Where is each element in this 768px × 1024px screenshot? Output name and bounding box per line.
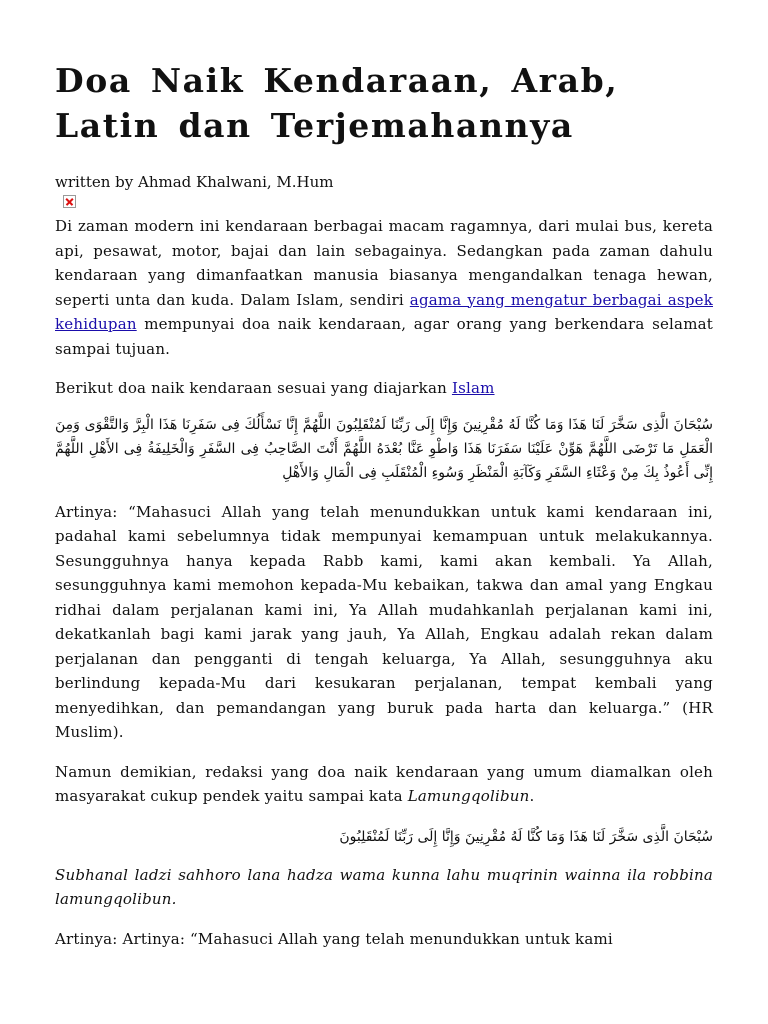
islam-link[interactable]: Islam: [451, 379, 495, 397]
broken-image-icon: [63, 195, 76, 208]
intro-paragraph: [55, 214, 713, 361]
author-byline: written by Ahmad Khalwani, M.Hum: [55, 173, 334, 191]
lead-text: Berikut doa naik kendaraan sesuai yang diajarkan: [55, 379, 452, 397]
intro-text-1: Di zaman modern ini kendaraan berbagai macam ragamnya, dari mulai bus, kereta api, pesawat, motor, bajai dan lain sebagainya. Sedangkan pada zaman dahulu kendaraan yang dimanfaatkan manusia biasanya mengandalkan tenaga hewan, seperti unta dan kuda. Dalam Islam, sendiri: [55, 217, 713, 309]
note-end: .: [529, 787, 535, 805]
note-paragraph: [55, 760, 713, 809]
intro-text-2: mempunyai doa naik kendaraan, agar orang yang berkendara selamat sampai tujuan.: [55, 315, 713, 358]
note-emphasis: Lamungqolibun: [407, 787, 530, 805]
lead-paragraph: [55, 376, 713, 401]
arabic-prayer-short: سُبْحَانَ الَّذِى سَخَّرَ لَنَا هَذَا وَمَا كُنَّا لَهُ مُقْرِنِينَ وَإِنَّا إِلَى رَبِّنَا لَمُنْقَلِبُونَ: [339, 828, 713, 845]
article-title: Doa Naik Kendaraan, Arab, Latin dan Terjemahannya: [55, 61, 619, 145]
religion-aspects-link[interactable]: agama yang mengatur berbagai aspek kehidupan: [55, 290, 713, 333]
latin-transliteration: Subhanal ladzi sahhoro lana hadza wama kunna lahu muqrinin wainna ila robbina lamungqolibun.: [55, 865, 713, 908]
translation-paragraph-2: Artinya: Artinya: “Mahasuci Allah yang telah menundukkan untuk kami: [55, 929, 613, 948]
arabic-prayer-full: سُبْحَانَ الَّذِى سَخَّرَ لَنَا هَذَا وَمَا كُنَّا لَهُ مُقْرِنِينَ وَإِنَّا إِلَى رَبِّنَا لَمُنْقَلِبُونَ اللَّهُمَّ إِنَّا نَسْأَلُكَ فِى سَفَرِنَا هَذَا الْبِرَّ وَالتَّقْوَى وَمِنَ الْعَمَلِ مَا تَرْضَى اللَّهُمَّ هَوِّنْ عَلَيْنَا سَفَرَنَا هَذَا وَاطْوِ عَنَّا بُعْدَهُ اللَّهُمَّ أَنْتَ الصَّاحِبُ فِى السَّفَرِ وَالْخَلِيفَةُ فِى الأَهْلِ اللَّهُمَّ إِنِّى أَعُوذُ بِكَ مِنْ وَعْثَاءِ السَّفَرِ وَكَآبَةِ الْمَنْظَرِ وَسُوءِ الْمُنْقَلَبِ فِى الْمَالِ وَالأَهْلِ: [55, 416, 713, 481]
note-text: Namun demikian, redaksi yang doa naik kendaraan yang umum diamalkan oleh masyarakat cukup pendek yaitu sampai kata: [55, 762, 713, 805]
broken-image-wrapper: [55, 193, 713, 212]
translation-paragraph: Artinya: “Mahasuci Allah yang telah menundukkan untuk kami kendaraan ini, padahal kami sebelumnya tidak mempunyai kemampuan untuk melakukannya. Sesungguhnya hanya kepada Rabb kami, kami akan kembali. Ya Allah, sesungguhnya kami memohon kepada-Mu kebaikan, takwa dan amal yang Engkau ridhai dalam perjalanan kami ini, Ya Allah mudahkanlah perjalanan kami ini, dekatkanlah bagi kami jarak yang jauh, Ya Allah, Engkau adalah rekan dalam perjalanan dan pengganti di tengah keluarga, Ya Allah, sesungguhnya aku berlindung kepada-Mu dari kesukaran perjalanan, tempat kembali yang menyedihkan, dan pemandangan yang buruk pada harta dan keluarga.” (HR Muslim).: [55, 502, 713, 741]
